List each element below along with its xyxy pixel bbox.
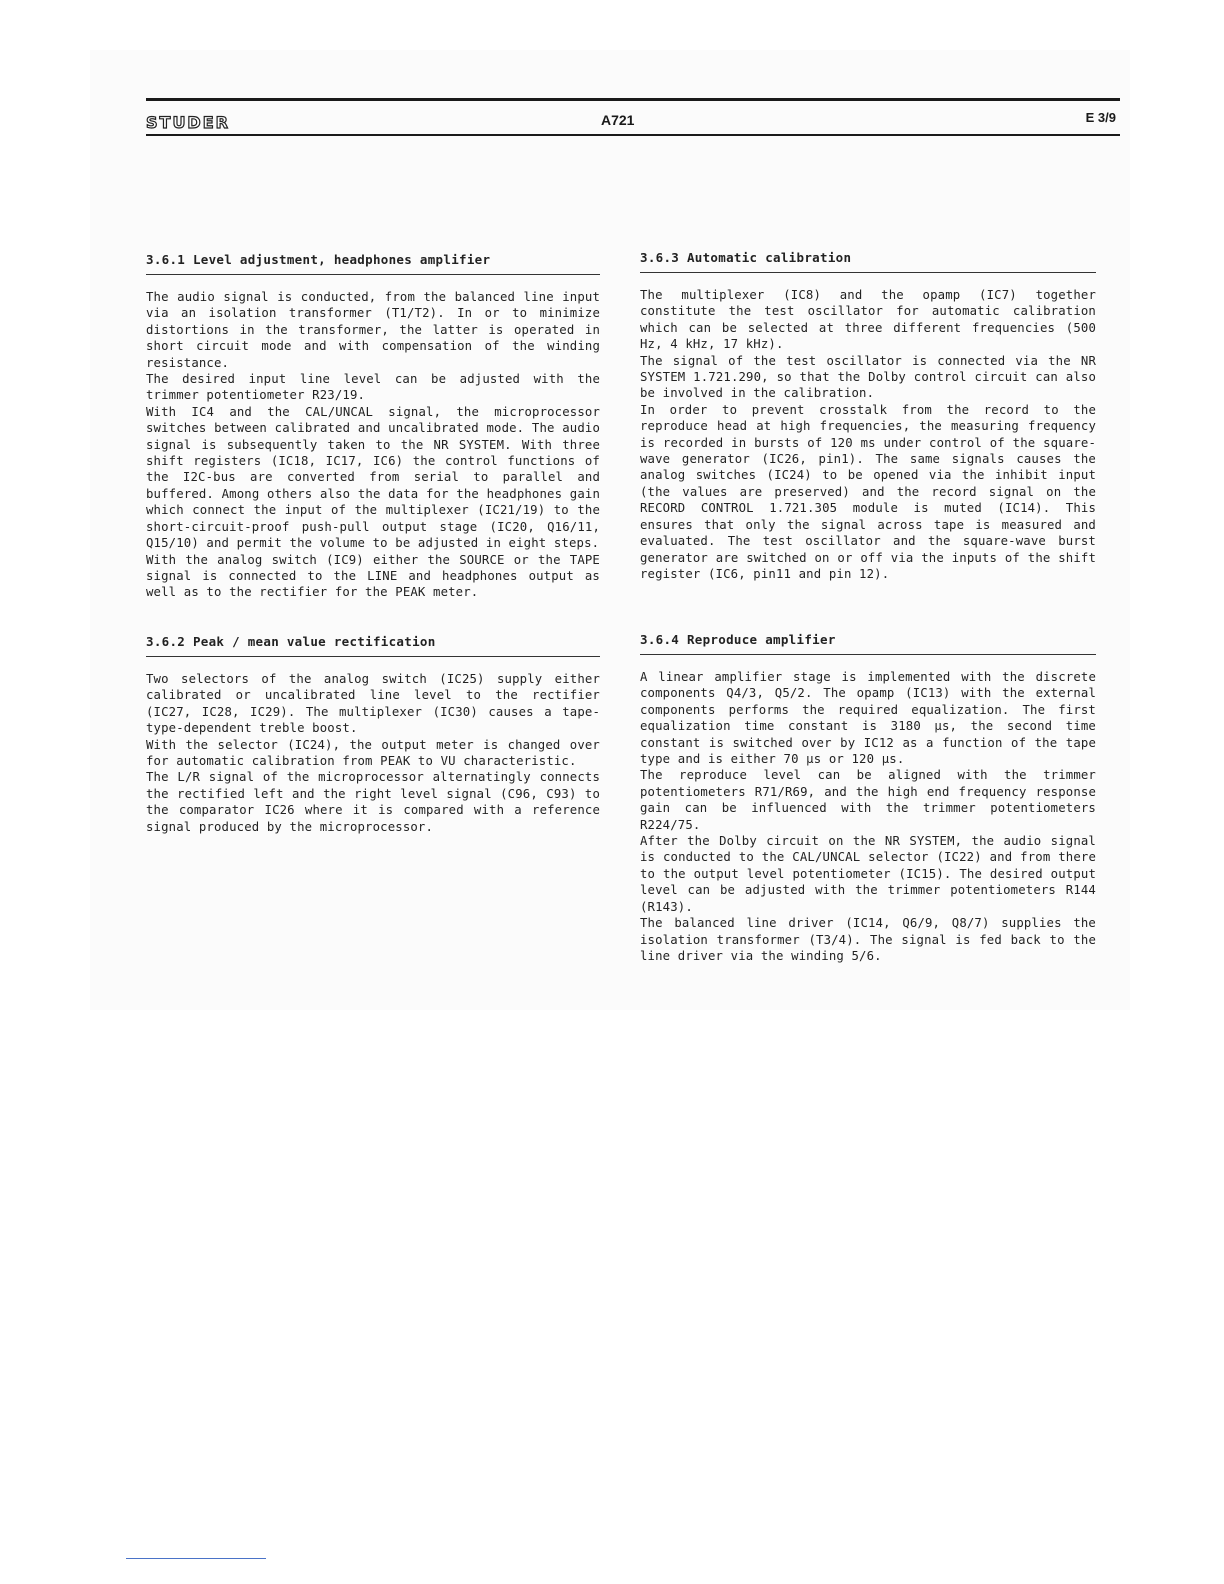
section-automatic-calibration (640, 250, 1096, 582)
page-reference: E 3/9 (1085, 110, 1116, 125)
page-header (146, 98, 1120, 136)
section-body (640, 287, 1096, 582)
section-peak-mean-rectification (146, 634, 600, 835)
paragraph: The multiplexer (IC8) and the opamp (IC7) together constitute the test oscillator for automatic calibration which can be selected at three different frequencies (500 Hz, 4 kHz, 17 kHz). (640, 288, 1096, 352)
section-body (640, 669, 1096, 964)
section-heading: 3.6.4 Reproduce amplifier (640, 632, 1096, 655)
section-body (146, 671, 600, 835)
paragraph: With the analog switch (IC9) either the SOURCE or the TAPE signal is connected to the LINE and headphones output as well as to the rectifier for the PEAK meter. (146, 552, 600, 600)
paragraph: The desired input line level can be adjusted with the trimmer potentiometer R23/19. (146, 372, 600, 403)
section-reproduce-amplifier (640, 632, 1096, 964)
paragraph: The audio signal is conducted, from the balanced line input via an isolation transformer (T1/T2). In or to minimize distortions in the transformer, the latter is operated in short circuit mode and with compensation of the winding resistance. (146, 290, 600, 370)
paragraph: A linear amplifier stage is implemented with the discrete components Q4/3, Q5/2. The opamp (IC13) with the external components performs the required equalization. The first equalization time constant is 3180 µs, the second time constant is switched over by IC12 as a function of the tape type and is either 70 µs or 120 µs. (640, 670, 1096, 767)
studer-logo: STUDER (146, 113, 230, 132)
model-number: A721 (601, 112, 635, 128)
section-body (146, 289, 600, 601)
section-heading: 3.6.1 Level adjustment, headphones amplifier (146, 252, 600, 275)
paragraph: The balanced line driver (IC14, Q6/9, Q8/7) supplies the isolation transformer (T3/4). The signal is fed back to the line driver via the winding 5/6. (640, 916, 1096, 963)
paragraph: In order to prevent crosstalk from the record to the reproduce head at high frequencies, the measuring frequency is recorded in bursts of 120 ms under control of the square-wave generator (IC26, pin1). The same signals causes the analog switches (IC24) to be opened via the inhibit input (the values are preserved) and the record signal on the RECORD CONTROL 1.721.305 module is muted (IC14). This ensures that only the signal across tape is measured and evaluated. The test oscillator and the square-wave burst generator are switched on or off via the inputs of the shift register (IC6, pin11 and pin 12). (640, 402, 1096, 581)
paragraph: The signal of the test oscillator is connected via the NR SYSTEM 1.721.290, so that the Dolby control circuit can also be involved in the calibration. (640, 353, 1096, 401)
paragraph: The reproduce level can be aligned with the trimmer potentiometers R71/R69, and the high end frequency response gain can be influenced with the trimmer potentiometers R224/75. (640, 768, 1096, 832)
footnote-separator (126, 1558, 266, 1559)
paragraph: With IC4 and the CAL/UNCAL signal, the microprocessor switches between calibrated and uncalibrated mode. The audio signal is subsequently taken to the NR SYSTEM. With three shift registers (IC18, IC17, IC6) the control functions of the I2C-bus are converted from serial to parallel and buffered. Among others also the data for the headphones gain which connect the input of the multiplexer (IC21/19) to the short-circuit-proof push-pull output stage (IC20, Q16/11, Q15/10) and permit the volume to be adjusted in eight steps. (146, 404, 600, 551)
section-level-adjustment (146, 252, 600, 601)
paragraph: The L/R signal of the microprocessor alternatingly connects the rectified left and the right level signal (C96, C93) to the comparator IC26 where it is compared with a reference signal produced by the microprocessor. (146, 770, 600, 834)
paragraph: Two selectors of the analog switch (IC25) supply either calibrated or uncalibrated line level to the rectifier (IC27, IC28, IC29). The multiplexer (IC30) causes a tape-type-dependent treble boost. (146, 672, 600, 736)
section-heading: 3.6.2 Peak / mean value rectification (146, 634, 600, 657)
paragraph: After the Dolby circuit on the NR SYSTEM, the audio signal is conducted to the CAL/UNCAL selector (IC22) and from there to the output level potentiometer (IC15). The desired output level can be adjusted with the trimmer potentiometers R144 (R143). (640, 834, 1096, 914)
paragraph: With the selector (IC24), the output meter is changed over for automatic calibration from PEAK to VU characteristic. (146, 737, 600, 769)
section-heading: 3.6.3 Automatic calibration (640, 250, 1096, 273)
